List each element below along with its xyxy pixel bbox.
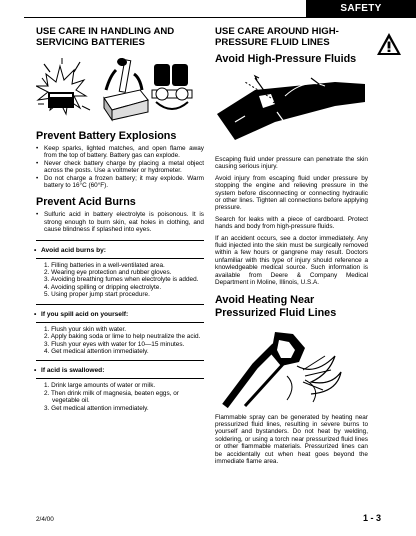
list-item: 3. Flush your eyes with water for 10—15 minutes. [44,340,185,348]
list-item: 2. Apply baking soda or lime to help neutralize the acid. [44,333,201,341]
paragraph: Search for leaks with a piece of cardboard. Protect hands and body from high-pressure fluids. [215,215,368,231]
divider [36,378,204,379]
divider [36,322,204,323]
spill-list [36,326,204,356]
avoid-burns-title: • Avoid acid burns by: [36,247,204,255]
explosions-list [36,145,204,189]
page-number: 1 - 3 [363,513,382,523]
list-item: 4. Avoiding spilling or dripping electrolyte. [44,283,162,291]
battery-section-title: USE CARE IN HANDLING AND SERVICING BATTERIES [36,26,175,48]
battery-explosion-illustration [36,56,204,122]
warning-triangle-icon [376,32,402,56]
acid-intro [36,211,204,233]
list-item: • Sulfuric acid in battery electrolyte is poisonous. It is strong enough to burn skin, eat holes in clothing, and cause blindness if splashed into eyes. [36,211,204,233]
paragraph: Avoid injury from escaping fluid under pressure by stopping the engine and relieving pressure in the system before disconnecting or connecting hydraulic or other lines. Tighten all connections before applying pressure. [215,174,368,212]
heating-illustration [215,326,368,408]
avoid-burns-list [36,262,204,299]
paragraph: Flammable spray can be generated by heating near pressurized fluid lines, resulting in severe burns to yourself and bystanders. Do not heat by welding, soldering, or using a torch near pressurized fluid lines or other flammable materials. Pressurized lines can be accidentally cut when heat goes beyond the immediate flame area. [215,413,368,465]
explosions-heading: Prevent Battery Explosions [36,130,177,142]
fluid-section-title: USE CARE AROUND HIGH-PRESSURE FLUID LINES [215,26,339,48]
list-item: 5. Using proper jump start procedure. [44,291,150,299]
list-item: • Do not charge a frozen battery; it may explode. Warm battery to 16°C (60°F). [36,175,204,190]
list-item: 2. Then drink milk of magnesia, beaten eggs, or vegetable oil. [44,389,179,405]
paragraph: If an accident occurs, see a doctor immediately. Any fluid injected into the skin must be surgically removed within a few hours or gangrene may result. Doctors unfamiliar with this type of injury should reference a knowledgeable medical source. Such information is available from Deere & Company Medical Department in Moline, Illinois, U.S.A. [215,234,368,287]
list-item: • Keep sparks, lighted matches, and open flame away from the top of battery. Battery gas can explode. [36,145,204,160]
left-column [36,26,204,412]
divider [36,240,204,241]
swallowed-list [36,382,204,412]
high-pressure-heading: Avoid High-Pressure Fluids [215,53,357,65]
list-item: 2. Wearing eye protection and rubber gloves. [44,269,172,277]
list-item: 1. Drink large amounts of water or milk. [44,382,156,390]
list-item: 1. Flush your skin with water. [44,325,127,333]
paragraph: Escaping fluid under pressure can penetrate the skin causing serious injury. [215,156,368,171]
divider [36,258,204,259]
divider [36,304,204,305]
heating-heading: Avoid Heating Near Pressurized Fluid Lines [215,293,337,319]
list-item: 3. Get medical attention immediately. [44,404,149,412]
list-item: 1. Filling batteries in a well-ventilated area. [44,261,165,269]
list-item: 4. Get medical attention immediately. [44,347,149,355]
right-column [215,26,368,465]
footer-date: 2/4/00 [36,516,54,523]
section-tab: SAFETY [306,0,416,18]
list-item: • Never check battery charge by placing a metal object across the posts. Use a voltmeter or hydrometer. [36,160,204,175]
high-pressure-illustration [215,72,368,150]
spill-title: • If you spill acid on yourself: [36,311,204,319]
divider [36,360,204,361]
list-item: 3. Avoiding breathing fumes when electrolyte is added. [44,276,199,284]
acid-burns-heading: Prevent Acid Burns [36,196,136,209]
swallowed-title: • If acid is swallowed: [36,367,204,375]
